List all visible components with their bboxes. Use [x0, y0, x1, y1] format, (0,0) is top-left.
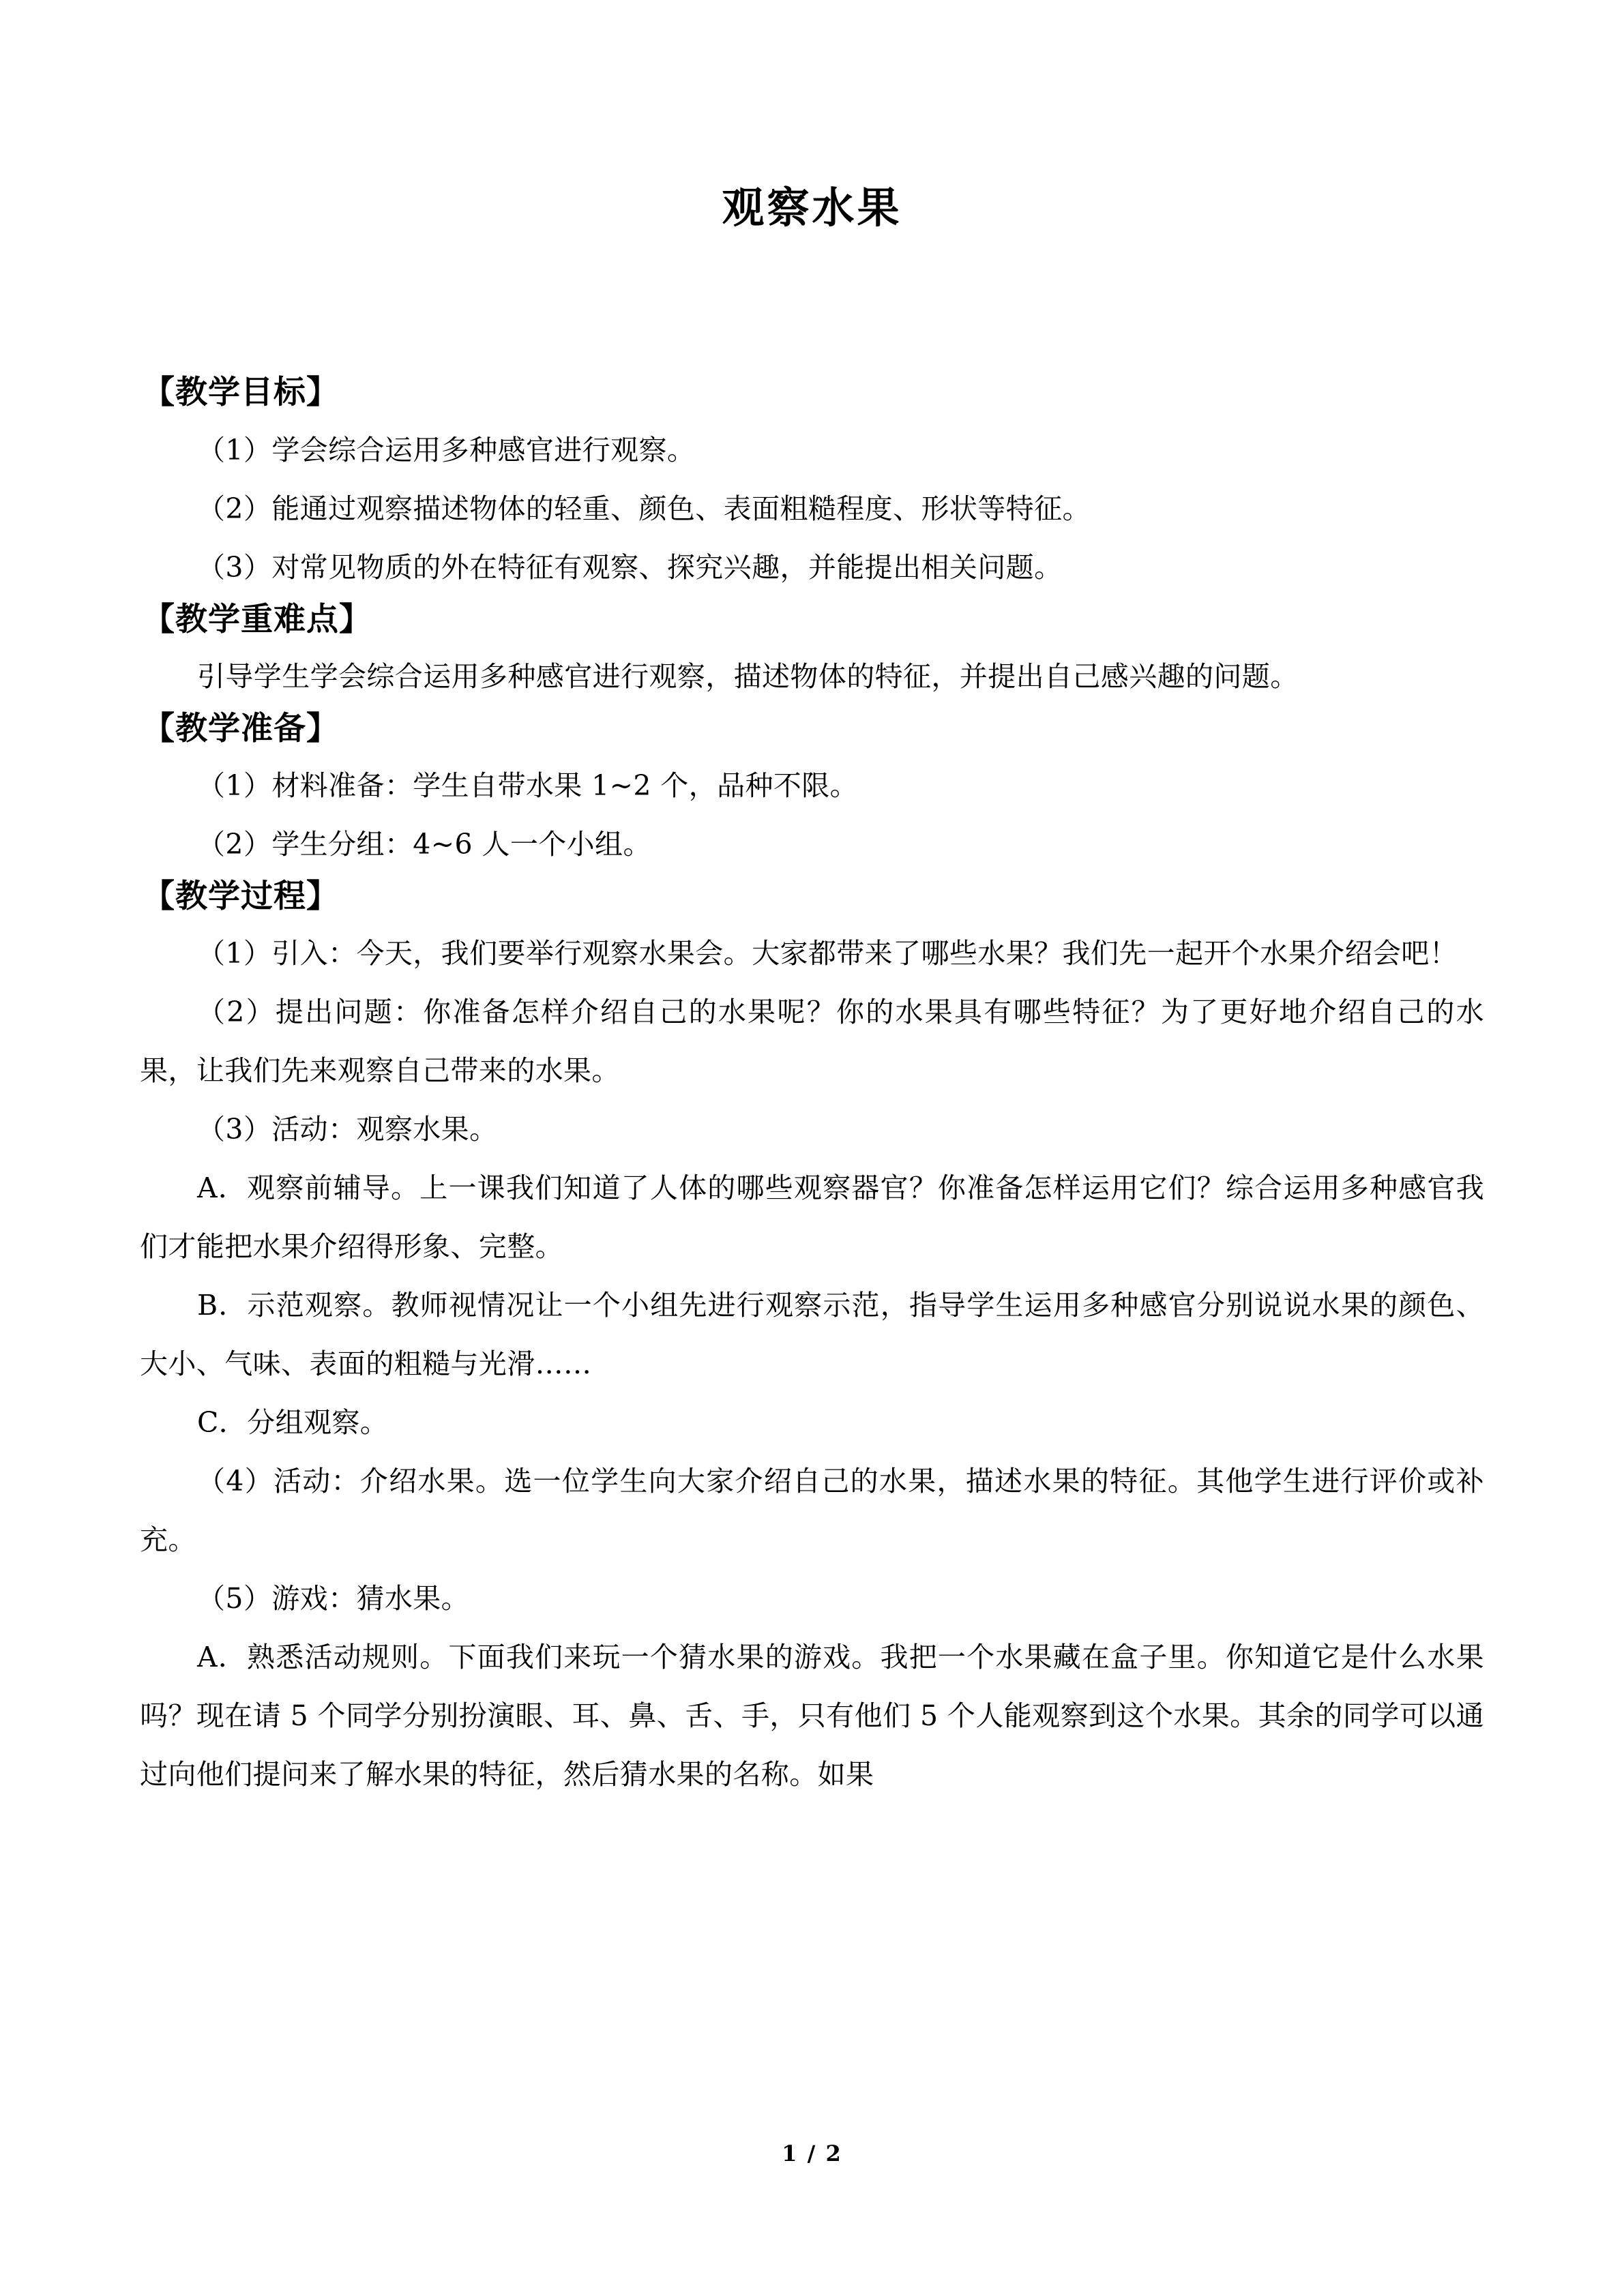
- section-heading: 【教学过程】: [143, 877, 339, 915]
- paragraph: 引导学生学会综合运用多种感官进行观察，描述物体的特征，并提出自己感兴趣的问题。: [197, 659, 1299, 693]
- paragraph: （1）学会综合运用多种感官进行观察。: [197, 433, 696, 466]
- section-teaching-preparation: [140, 706, 1484, 874]
- paragraph: A．熟悉活动规则。下面我们来玩一个猜水果的游戏。我把一个水果藏在盒子里。你知道它是什么水果吗？现在请 5 个同学分别扮演眼、耳、鼻、舌、手，只有他们 5 个人能观察到这个水果。其余的同学可以通过向他们提问来了解水果的特征，然后猜水果的名称。如果: [140, 1640, 1484, 1791]
- paragraph: （3）对常见物质的外在特征有观察、探究兴趣，并能提出相关问题。: [197, 550, 1063, 584]
- paragraph: （1）引入：今天，我们要举行观察水果会。大家都带来了哪些水果？我们先一起开个水果介绍会吧！: [197, 936, 1458, 970]
- paragraph: （2）能通过观察描述物体的轻重、颜色、表面粗糙程度、形状等特征。: [197, 492, 1091, 525]
- section-key-difficulties: [140, 597, 1484, 706]
- section-teaching-process: [140, 874, 1484, 1804]
- section-teaching-objectives: [140, 370, 1484, 596]
- paragraph: （2）学生分组：4~6 人一个小组。: [197, 827, 651, 861]
- section-heading: 【教学重难点】: [143, 600, 372, 638]
- paragraph: A．观察前辅导。上一课我们知道了人体的哪些观察器官？你准备怎样运用它们？综合运用多种感官我们才能把水果介绍得形象、完整。: [140, 1171, 1484, 1263]
- section-heading: 【教学准备】: [143, 709, 339, 747]
- paragraph: （3）活动：观察水果。: [197, 1112, 498, 1146]
- page-footer: 1 / 2: [782, 2141, 842, 2166]
- paragraph: C．分组观察。: [197, 1405, 389, 1439]
- paragraph: （2）提出问题：你准备怎样介绍自己的水果呢？你的水果具有哪些特征？为了更好地介绍自己的水果，让我们先来观察自己带来的水果。: [140, 995, 1484, 1087]
- paragraph: （4）活动：介绍水果。选一位学生向大家介绍自己的水果，描述水果的特征。其他学生进行评价或补充。: [140, 1464, 1484, 1556]
- title-spacer: [140, 233, 1484, 370]
- page-title: 观察水果: [722, 183, 902, 233]
- paragraph: B．示范观察。教师视情况让一个小组先进行观察示范，指导学生运用多种感官分别说说水果的颜色、大小、气味、表面的粗糙与光滑……: [140, 1288, 1484, 1380]
- paragraph: （1）材料准备：学生自带水果 1~2 个，品种不限。: [197, 769, 859, 802]
- paragraph: （5）游戏：猜水果。: [197, 1581, 470, 1615]
- section-heading: 【教学目标】: [143, 374, 339, 412]
